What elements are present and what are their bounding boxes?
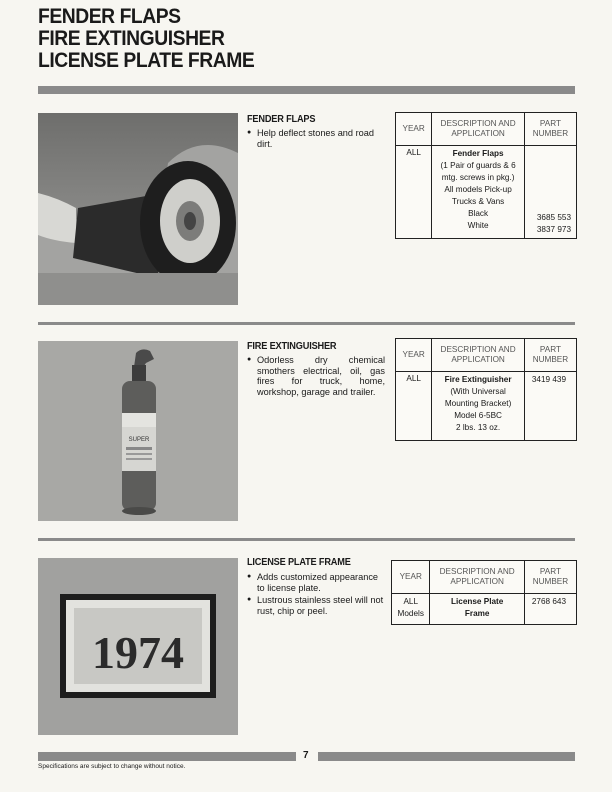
license-plate-illustration [38, 558, 238, 735]
header-part-number: PART NUMBER [524, 561, 576, 594]
header-year: YEAR [396, 113, 432, 146]
extinguisher-heading: FIRE EXTINGUISHER [247, 341, 337, 352]
fender-year: ALL [396, 146, 432, 239]
extinguisher-part-number: 3419 439 [524, 372, 576, 441]
extinguisher-year: ALL [396, 372, 432, 441]
license-bullet-1: ● Adds customized appearance to license plate. [247, 572, 387, 593]
license-heading: LICENSE PLATE FRAME [247, 557, 351, 568]
page-number: 7 [303, 750, 309, 761]
fender-part-numbers: 3685 553 3837 973 [524, 146, 576, 239]
section-divider-1 [38, 322, 575, 325]
license-part-number: 2768 643 [524, 594, 576, 625]
header-description: DESCRIPTION AND APPLICATION [432, 113, 525, 146]
page-title [38, 6, 254, 72]
section-divider-2 [38, 538, 575, 541]
fender-flap-photo [38, 113, 238, 305]
footer-note: Specifications are subject to change without notice. [38, 763, 186, 770]
fender-heading: FENDER FLAPS [247, 114, 316, 125]
header-year: YEAR [396, 339, 432, 372]
header-part-number: PART NUMBER [524, 113, 576, 146]
title-line-2: FIRE EXTINGUISHER [38, 27, 225, 50]
fender-flap-illustration [38, 113, 238, 305]
license-year: ALL Models [392, 594, 430, 625]
extinguisher-label-text: SUPER [128, 437, 150, 443]
fire-extinguisher-photo [38, 341, 238, 521]
title-rule [38, 86, 575, 94]
footer-rule-left [38, 752, 296, 761]
title-line-3: LICENSE PLATE FRAME [38, 49, 255, 72]
header-year: YEAR [392, 561, 430, 594]
footer-rule-right [318, 752, 575, 761]
extinguisher-spec-table [395, 338, 577, 441]
license-spec-table [391, 560, 577, 625]
extinguisher-bullets [247, 355, 385, 399]
license-description: License Plate Frame [430, 594, 524, 625]
fender-bullet: ● Help deflect stones and road dirt. [247, 128, 385, 149]
license-bullet-2: ● Lustrous stainless steel will not rust, chip or peel. [247, 595, 387, 616]
fender-description: Fender Flaps (1 Pair of guards & 6 mtg. screws in pkg.) All models Pick-up Trucks & Vans Black White [432, 146, 525, 239]
header-description: DESCRIPTION AND APPLICATION [430, 561, 524, 594]
extinguisher-bullet: ● Odorless dry chemical smothers electrical, oil, gas fires for truck, home, workshop, garage and trailer. [247, 355, 385, 397]
fender-spec-table [395, 112, 577, 239]
license-plate-photo [38, 558, 238, 735]
plate-number-text: 1974 [92, 627, 184, 678]
license-bullets [247, 572, 387, 618]
title-line-1: FENDER FLAPS [38, 5, 181, 28]
header-description: DESCRIPTION AND APPLICATION [432, 339, 525, 372]
header-part-number: PART NUMBER [524, 339, 576, 372]
extinguisher-description: Fire Extinguisher (With Universal Mounting Bracket) Model 6-5BC 2 lbs. 13 oz. [432, 372, 525, 441]
fire-extinguisher-illustration [38, 341, 238, 521]
fender-bullets [247, 128, 385, 151]
